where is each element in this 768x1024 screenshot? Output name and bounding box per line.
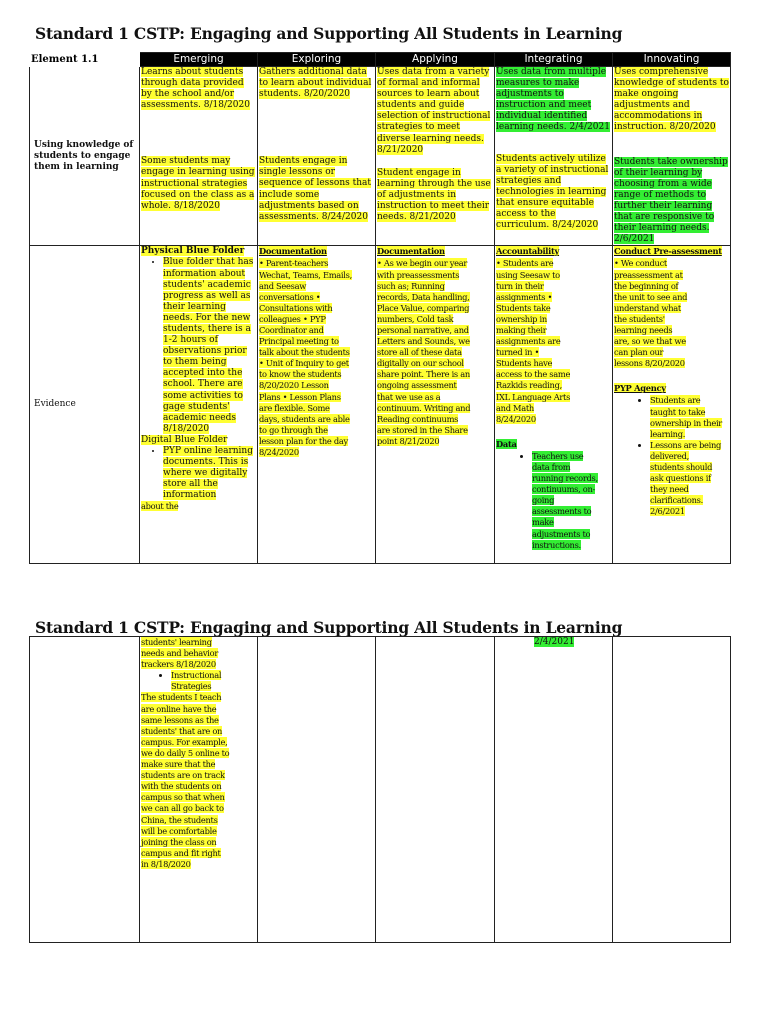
integrating-data-bullet: Teachers use data from running records, continuums, on-going assessments to make adjustments to instructions. xyxy=(532,450,598,550)
evidence-exploring xyxy=(258,246,376,564)
digital-folder-bullet: PYP online learning documents. This is where we digitally store all the information xyxy=(163,446,253,501)
emerging-desc: Learns about students through data provided by the school and/or assessments. 8/18/2020 xyxy=(141,67,250,111)
exploring-doc-heading: Documentation xyxy=(259,246,327,257)
continued-emerging xyxy=(140,637,258,943)
col-innovating: Innovating xyxy=(613,53,731,67)
continued-integrating xyxy=(495,637,613,943)
emerging-tail-text: about the xyxy=(141,501,179,512)
integrating-acc-heading: Accountability xyxy=(496,246,560,257)
cell-integrating xyxy=(495,67,613,246)
element-label: Element 1.1 xyxy=(30,53,140,67)
digital-folder-heading: Digital Blue Folder xyxy=(141,434,228,445)
exploring-student-desc: Students engage in single lessons or sequence of lessons that include some adjustments based on assessments. 8/24/2020 xyxy=(259,156,371,222)
emerging-student-desc: Some students may engage in learning using instructional strategies focused on the class as a whole. 8/18/2020 xyxy=(141,156,255,211)
row-evidence xyxy=(30,246,731,564)
continued-table xyxy=(29,636,731,943)
exploring-doc-text: • Parent-teachers Wechat, Teams, Emails, and Seesaw conversations • Consultations with colleagues • PYP Coordinator and Principal meeting to talk about the students • Unit of Inquiry to get to know the students 8/20/2020 Lesson Plans • Lesson Plans are flexible. Some days, students are able to go through the lesson plan for the day 8/24/2020 xyxy=(259,258,352,457)
innovating-pre-heading: Conduct Pre-assessment xyxy=(614,246,722,257)
col-applying: Applying xyxy=(376,53,495,67)
innovating-desc: Uses comprehensive knowledge of students to make ongoing adjustments and accommodations in instruction. 8/20/2020 xyxy=(614,67,729,133)
evidence-applying xyxy=(376,246,495,564)
physical-folder-heading: Physical Blue Folder xyxy=(141,246,245,257)
evidence-integrating xyxy=(495,246,613,564)
continued-label-cell xyxy=(30,637,140,943)
standard-table xyxy=(29,52,731,564)
evidence-emerging xyxy=(140,246,258,564)
evidence-innovating xyxy=(613,246,731,564)
col-integrating: Integrating xyxy=(495,53,613,67)
continued-exploring xyxy=(258,637,376,943)
innovating-agency-heading: PYP Agency xyxy=(614,383,666,394)
applying-doc-heading: Documentation xyxy=(377,246,445,257)
page-title: Standard 1 CSTP: Engaging and Supporting All Students in Learning xyxy=(35,24,623,43)
continued-applying xyxy=(376,637,495,943)
innovating-student-desc: Students take ownership of their learning by choosing from a wide range of methods to further their learning that are responsive to their learning needs. 2/6/2021 xyxy=(614,156,728,245)
continued-innovating xyxy=(613,637,731,943)
continued-emerging-text: students' learning needs and behavior trackers 8/18/2020 xyxy=(141,637,219,670)
continued-integrating-date: 2/4/2021 xyxy=(534,637,575,647)
col-exploring: Exploring xyxy=(258,53,376,67)
row-label-knowledge: Using knowledge of students to engage them in learning xyxy=(30,67,140,246)
continued-emerging-text-2: The students I teach are online have the same lessons as the students' that are on campus. For example, we do daily 5 online to make sure that the students are on track with the students on campus so that when we can all go back to China, the students will be comfortable joining the class on campus and fit right in 8/18/2020 xyxy=(141,692,230,869)
page2-title: Standard 1 CSTP: Engaging and Supporting All Students in Learning xyxy=(35,618,623,637)
integrating-data-heading: Data xyxy=(496,438,517,449)
cell-exploring xyxy=(258,67,376,246)
header-row xyxy=(30,53,731,67)
innovating-pre-text: • We conduct preassessment at the beginning of the unit to see and understand what the students' learning needs are, so we that we can plan our lessons 8/20/2020 xyxy=(614,258,688,369)
innovating-agency-bullet-1: Students are taught to take ownership in their learning. xyxy=(650,395,722,439)
integrating-student-desc: Students actively utilize a variety of instructional strategies and technologies in learning that ensure equitable access to the curriculum. 8/24/2020 xyxy=(496,153,609,231)
instructional-strategies-bullet: Instructional Strategies xyxy=(171,670,222,692)
integrating-desc: Uses data from multiple measures to make adjustments to instruction and meet individual identified learning needs. 2/4/2021 xyxy=(496,67,610,133)
exploring-desc: Gathers additional data to learn about individual students. 8/20/2020 xyxy=(259,67,372,100)
applying-doc-text: • As we begin our year with preassessments such as; Running records, Data handling, Place Value, comparing numbers, Cold task personal narrative, and Letters and Sounds, we store all of these data digitally on our school share point. There is an ongoing assessment that we use as a continuum. Writing and Reading continuums are stored in the Share point 8/21/2020 xyxy=(377,258,471,446)
cell-innovating xyxy=(613,67,731,246)
row-knowledge xyxy=(30,67,731,246)
physical-folder-bullet: Blue folder that has information about students' academic progress as well as their learning needs. For the new students, there is a 1-2 hours of observations prior to them being accepted into the school. There are some activities to gage students' academic needs 8/18/2020 xyxy=(163,257,254,434)
integrating-acc-text: • Students are using Seesaw to turn in their assignments • Students take ownership in making their assignments are turned in • Students have access to the same Razkids reading, IXL Language Arts and Math 8/24/2020 xyxy=(496,258,571,424)
innovating-agency-bullet-2: Lessons are being delivered, students should ask questions if they need clarifications. 2/6/2021 xyxy=(650,439,722,517)
continued-row xyxy=(30,637,731,943)
row-label-evidence: Evidence xyxy=(30,246,140,564)
applying-student-desc: Student engage in learning through the use of adjustments in instruction to meet their needs. 8/21/2020 xyxy=(377,167,491,223)
cell-emerging xyxy=(140,67,258,246)
applying-desc: Uses data from a variety of formal and informal sources to learn about students and guide selection of instructional strategies to meet diverse learning needs. 8/21/2020 xyxy=(377,67,491,155)
cell-applying xyxy=(376,67,495,246)
col-emerging: Emerging xyxy=(140,53,258,67)
